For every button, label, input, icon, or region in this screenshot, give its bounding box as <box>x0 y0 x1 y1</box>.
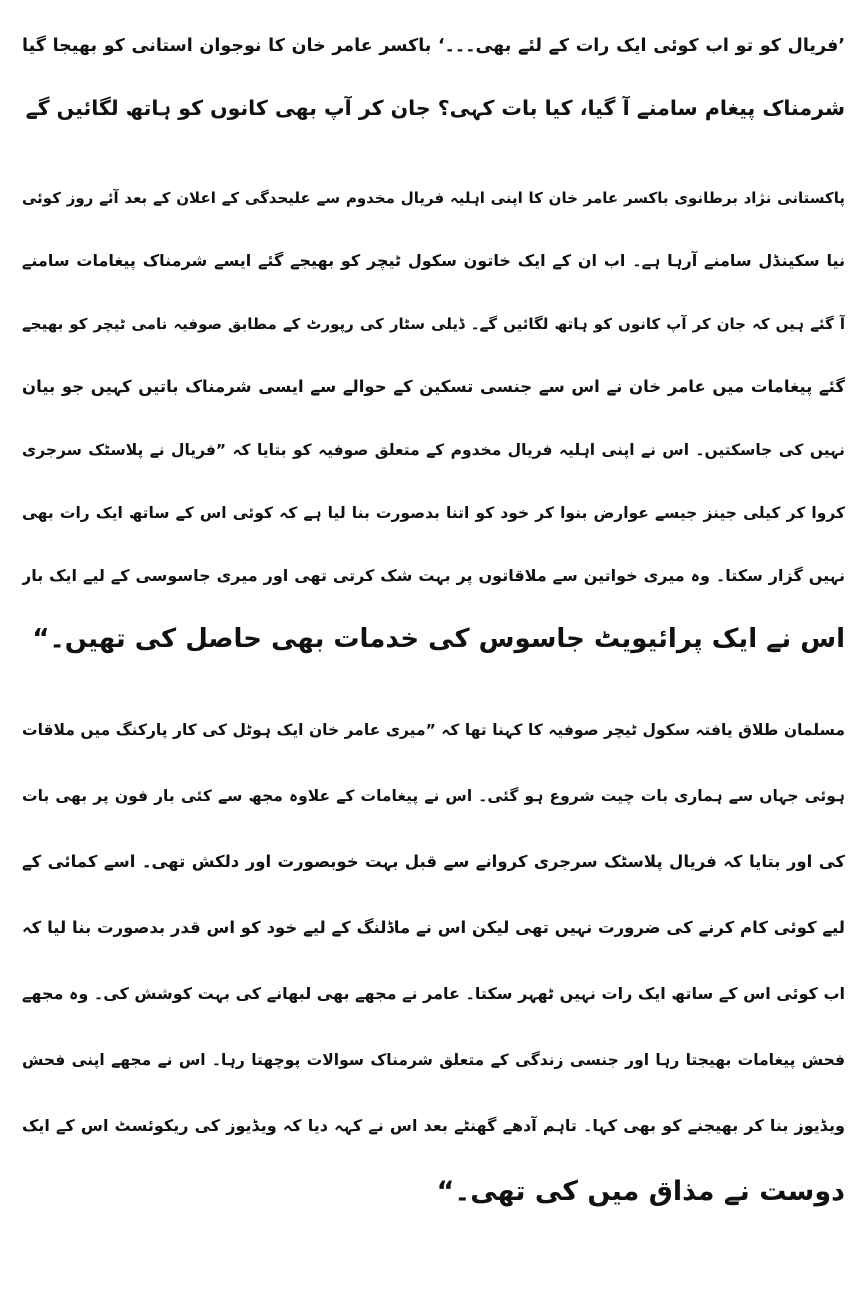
paragraph-line: نہیں کی جاسکتیں۔ اس نے اپنی اہلیہ فریال مخدوم کے متعلق صوفیہ کو بتایا کہ ”فریال نے پلاسٹک سرجری <box>22 441 845 459</box>
paragraph-line: نیا سکینڈل سامنے آرہا ہے۔ اب ان کے ایک خاتون سکول ٹیچر کو بھیجے گئے ایسے شرمناک پیغامات سامنے <box>22 251 845 270</box>
paragraph-line: ویڈیوز بنا کر بھیجنے کو بھی کہا۔ تاہم آدھے گھنٹے بعد اس نے کہہ دیا کہ ویڈیوز کی ریکوئسٹ اس کے ایک <box>22 1116 845 1135</box>
paragraph-line: اس نے ایک پرائیویٹ جاسوس کی خدمات بھی حاصل کی تھیں۔“ <box>32 624 845 654</box>
paragraph-line: دوست نے مذاق میں کی تھی۔“ <box>436 1176 845 1207</box>
paragraph-line: ہوئی جہاں سے ہماری بات چیت شروع ہو گئی۔ اس نے پیغامات کے علاوہ مجھ سے کئی بار فون پر بھی بات <box>22 787 845 805</box>
paragraph-line: آ گئے ہیں کہ جان کر آپ کانوں کو ہاتھ لگائیں گے۔ ڈیلی سٹار کی رپورٹ کے مطابق صوفیہ نامی ٹیچر کو بھیجے <box>22 315 845 333</box>
paragraph-line: اب کوئی اس کے ساتھ ایک رات نہیں ٹھہر سکتا۔ عامر نے مجھے بھی لبھانے کی بہت کوشش کی۔ وہ مجھے <box>22 984 845 1003</box>
paragraph-line: پاکستانی نژاد برطانوی باکسر عامر خان کا اپنی اہلیہ فریال مخدوم سے علیحدگی کے اعلان کے بعد آئے روز کوئی <box>22 189 845 207</box>
paragraph-line: گئے پیغامات میں عامر خان نے اس سے جنسی تسکین کے حوالے سے ایسی شرمناک باتیں کہیں جو بیان <box>22 377 845 396</box>
paragraph-line: لیے کوئی کام کرنے کی ضرورت نہیں تھی لیکن اس نے ماڈلنگ کے لیے خود کو اس قدر بدصورت بنا لیا کہ <box>22 918 845 937</box>
headline-line: شرمناک پیغام سامنے آ گیا، کیا بات کہی؟ جان کر آپ بھی کانوں کو ہاتھ لگائیں گے <box>25 96 845 120</box>
paragraph-line: کروا کر کیلی جینز جیسے عوارض بنوا کر خود کو اتنا بدصورت بنا لیا ہے کہ کوئی اس کے ساتھ ایک رات بھی <box>22 504 845 522</box>
paragraph-line: مسلمان طلاق یافتہ سکول ٹیچر صوفیہ کا کہنا تھا کہ ”میری عامر خان ایک ہوٹل کی کار پارکنگ میں ملاقات <box>22 721 845 739</box>
paragraph-line: نہیں گزار سکتا۔ وہ میری خواتین سے ملاقاتوں پر بہت شک کرتی تھی اور میری جاسوسی کے لیے ایک بار <box>22 566 845 585</box>
paragraph-line: فحش پیغامات بھیجتا رہا اور جنسی زندگی کے متعلق شرمناک سوالات پوچھتا رہا۔ اس نے مجھے اپنی فحش <box>22 1051 845 1069</box>
paragraph-line: کی اور بتایا کہ فریال پلاسٹک سرجری کروانے سے قبل بہت خوبصورت اور دلکش تھی۔ اسے کمائی کے <box>22 852 845 871</box>
headline-line: ’فریال کو تو اب کوئی ایک رات کے لئے بھی۔۔۔‘ باکسر عامر خان کا نوجوان استانی کو بھیجا گیا <box>22 36 845 56</box>
